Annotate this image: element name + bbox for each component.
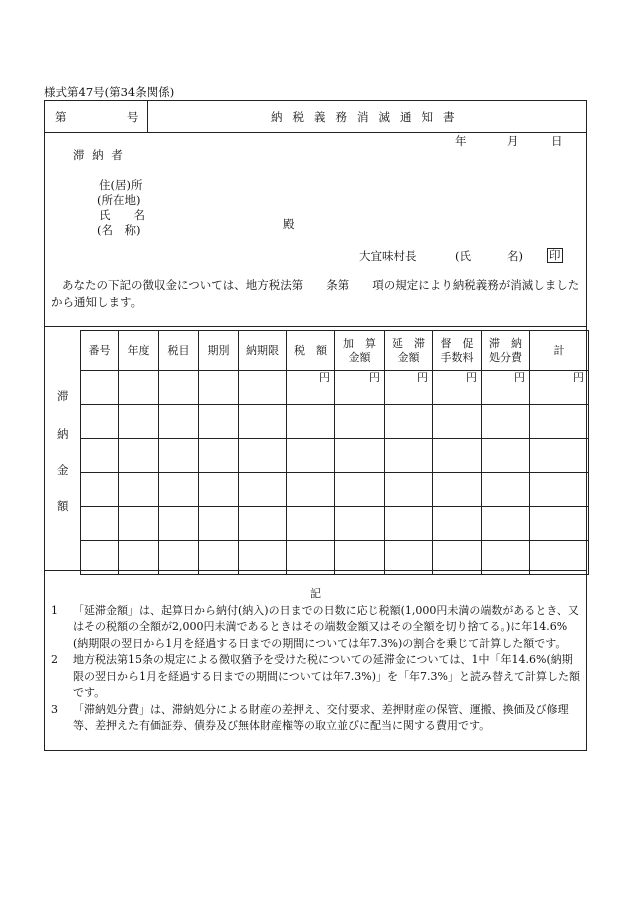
note-text: 「延滞金額」は、起算日から納付(納入)の日までの日数に応じ税額(1,000円未満の端数があるとき、又はその税額の全額が2,000円未満であるときはその端数金額又はその全額を切り捨てる。)に年14.6%(納期限の翌日から1月を経過する日までの期間については年7.3%)の割合を乗じて計算した額です。 [73, 603, 579, 650]
table-cell [159, 371, 199, 405]
unit-cell: 円 [335, 371, 385, 405]
col-header: 年度 [119, 331, 159, 371]
unit-cell: 円 [433, 371, 482, 405]
col-header: 延 滞 金額 [385, 331, 433, 371]
table-header-row [81, 331, 589, 371]
col-header: 期別 [199, 331, 239, 371]
header-divider [147, 101, 148, 132]
issuer-name-close: 名) [507, 249, 523, 263]
number-suffix: 号 [127, 110, 139, 124]
date-month: 月 [507, 134, 519, 148]
side-label-3: 金 [57, 463, 69, 477]
address-label: 住(居)所 [99, 178, 143, 192]
side-label-2: 納 [57, 427, 69, 441]
name-alt-label: (名 称) [97, 223, 141, 237]
col-header: 加 算 金額 [335, 331, 385, 371]
table-row [81, 439, 589, 473]
date-day: 日 [551, 134, 563, 148]
notice-text: あなたの下記の徴収金については、地方税法第 条第 項の規定により納税義務が消滅しましたから通知します。 [51, 278, 580, 309]
honorific: 殿 [283, 217, 295, 231]
col-header: 税目 [159, 331, 199, 371]
form-title: 納税義務消滅通知書 [271, 110, 465, 124]
notes-top-rule [45, 570, 586, 571]
table-top-rule [45, 326, 586, 327]
issuer-title: 大宜味村長 [359, 249, 417, 263]
col-header: 納期限 [239, 331, 287, 371]
unit-cell: 円 [482, 371, 530, 405]
table-cell [119, 371, 159, 405]
name-label: 氏 名 [99, 208, 145, 222]
unit-cell: 円 [530, 371, 589, 405]
table-row [81, 371, 589, 405]
notes-heading: 記 [310, 587, 321, 600]
note-text: 「滞納処分費」は、滞納処分による財産の差押え、交付要求、差押財産の保管、運搬、換価及び修理等、差押えた有価証券、債券及び無体財産権等の取立並びに配当に関する費用です。 [73, 702, 569, 732]
table-cell [199, 371, 239, 405]
note-item [51, 603, 580, 653]
header-bottom-rule [45, 132, 586, 133]
seal-mark: 印 [549, 248, 561, 262]
table-row [81, 405, 589, 439]
table-row [81, 473, 589, 507]
unit-cell: 円 [385, 371, 433, 405]
note-text: 地方税法第15条の規定による徴収猶予を受けた税についての延滞金については、1中「年14.6%(納期限の翌日から1月を経過する日までの期間については年7.3%)」を「年7.3%」と読み替えて計算した額です。 [73, 653, 580, 699]
notice-form [44, 100, 587, 751]
issuer-name-open: (氏 [455, 249, 471, 263]
side-label-4: 額 [57, 499, 69, 513]
note-number: 2 [51, 653, 58, 666]
number-label: 第 [55, 110, 67, 124]
date-year: 年 [455, 134, 467, 148]
col-header: 番号 [81, 331, 119, 371]
notes-section [51, 586, 580, 735]
col-header: 計 [530, 331, 589, 371]
form-caption: 様式第47号(第34条関係) [44, 85, 175, 99]
unit-cell: 円 [287, 371, 335, 405]
note-number: 3 [51, 702, 58, 716]
note-number: 1 [51, 603, 58, 617]
note-item [51, 702, 580, 735]
col-header: 滞 納 処分費 [482, 331, 530, 371]
col-header: 督 促 手数料 [433, 331, 482, 371]
arrears-table [80, 330, 589, 575]
col-header: 税 額 [287, 331, 335, 371]
note-item [51, 652, 580, 702]
location-label: (所在地) [97, 193, 141, 207]
side-label-1: 滞 [57, 389, 69, 403]
table-row [81, 507, 589, 541]
table-cell [239, 371, 287, 405]
taxpayer-label: 滞 納 者 [73, 148, 125, 162]
table-cell [81, 371, 119, 405]
